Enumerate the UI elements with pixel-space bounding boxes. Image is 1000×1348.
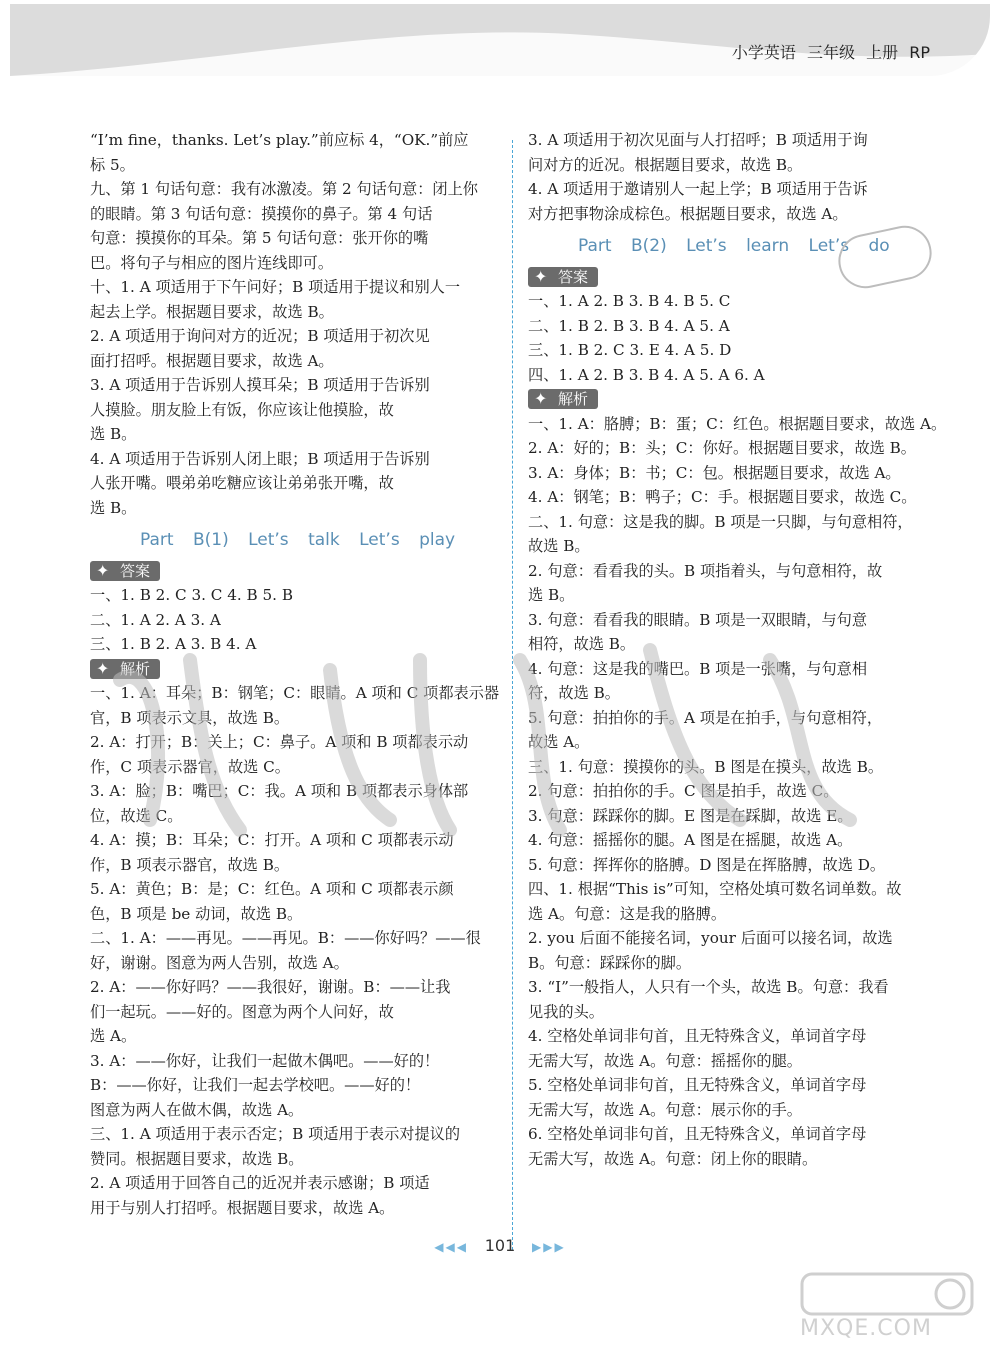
text-line: 选 A。句意：这是我的胳膊。 [528,904,727,923]
text-line: 4. 句意：摇摇你的腿。A 图是在摇腿，故选 A。 [528,831,853,849]
header-grade: 三年级 [807,43,856,62]
analysis-tag [528,389,598,409]
text-line: B。句意：踩踩你的脚。 [528,953,692,972]
text-line: 见我的头。 [528,1002,604,1021]
text-line: “I’m fine，thanks. Let’s play.”前应标 4，“OK.”前应 [90,131,469,149]
text-line: 4. 空格处单词非句首，且无特殊含义，单词首字母 [528,1027,867,1045]
text-line: 3. 句意：看看我的眼睛。B 项是一双眼睛，与句意 [528,610,868,629]
text-line: 十、1. A 项适用于下午问好；B 项适用于提议和别人一 [90,278,461,296]
text-line: 3. A：身体；B：书；C：包。根据题目要求，故选 A。 [528,463,901,482]
text-line: 起去上学。根据题目要求，故选 B。 [90,302,334,321]
text-line: 3. “I”一般指人，人只有一个头，故选 B。句意：我看 [528,978,889,996]
text-line: 无需大写，故选 A。句意：摇摇你的腿。 [528,1051,802,1070]
text-line: 作，B 项表示器官，故选 B。 [90,855,290,874]
text-line: 2. 句意：拍拍你的手。C 图是拍手，故选 C。 [528,782,839,800]
brush-watermark [90,620,910,850]
text-line: 5. 空格处单词非句首，且无特殊含义，单词首字母 [528,1076,867,1094]
star-icon: ✦ [534,266,548,286]
text-line: 对方把事物涂成棕色。根据题目要求，故选 A。 [528,204,848,223]
text-line: 用于与别人打招呼。根据题目要求，故选 A。 [90,1198,395,1217]
page-footer [0,1236,1000,1255]
right-lines-a [528,128,943,226]
text-line: 好，谢谢。图意为两人告别，故选 A。 [90,953,349,972]
text-line: 相符，故选 B。 [528,635,636,653]
text-line: 二、1. A：——再见。——再见。B：——你好吗？——很 [90,929,481,947]
star-icon: ✦ [534,389,548,408]
answer-line: 二、1. A 2. A 3. A [90,610,221,629]
text-line: 标 5。 [90,155,135,174]
site-logo-text: MXQE.COM [800,1316,932,1341]
text-line: 选 A。 [90,1027,137,1045]
text-line: 们一起玩。——好的。图意为两个人问好，故 [90,1002,394,1021]
analysis-tag-label: 解析 [120,659,151,678]
text-line: 的眼睛。第 3 句话句意：摸摸你的鼻子。第 4 句话 [90,204,433,223]
answer-line: 二、1. B 2. B 3. B 4. A 5. A [528,316,730,335]
text-line: 5. 句意：拍拍你的手。A 项是在拍手，与句意相符， [528,708,883,727]
text-line: 故选 A。 [528,733,590,751]
text-line: 故选 B。 [528,537,590,555]
text-line: 二、1. 句意：这是我的脚。B 项是一只脚，与句意相符， [528,512,913,531]
text-line: 问对方的近况。根据题目要求，故选 B。 [528,155,803,174]
answer-tag-label: 答案 [120,561,151,580]
text-line: 位，故选 C。 [90,806,183,825]
text-line: 2. A：打开；B：关上；C：鼻子。A 项和 B 项都表示动 [90,733,469,751]
text-line: 2. you 后面不能接名词，your 后面可以接名词，故选 [528,929,893,947]
text-line: 三、1. A 项适用于表示否定；B 项适用于表示对提议的 [90,1125,461,1143]
text-line: 3. A：脸；B：嘴巴；C：我。A 项和 B 项都表示身体部 [90,782,469,800]
text-line: B：——你好，让我们一起去学校吧。——好的！ [90,1076,421,1094]
text-line: 选 B。 [90,425,137,443]
star-icon: ✦ [96,560,110,580]
text-line: 4. A 项适用于告诉别人闭上眼；B 项适用于告诉别 [90,449,430,468]
text-line: 5. 句意：挥挥你的胳膊。D 图是在挥胳膊，故选 D。 [528,855,886,874]
text-line: 4. A：钢笔；B：鸭子；C：手。根据题目要求，故选 C。 [528,488,917,506]
text-line: 赞同。根据题目要求，故选 B。 [90,1149,304,1168]
next-arrows-icon: ▶▶▶ [532,1240,566,1254]
text-line: 2. A：好的；B：头；C：你好。根据题目要求，故选 B。 [528,439,916,457]
header-subject: 小学英语 [731,43,796,62]
text-line: 面打招呼。根据题目要求，故选 A。 [90,351,334,370]
text-line: 3. A 项适用于告诉别人摸耳朵；B 项适用于告诉别 [90,376,430,394]
answer-tag [90,561,160,581]
answer-tag [528,267,598,287]
answer-line: 四、1. A 2. B 3. B 4. A 5. A 6. A [528,365,765,384]
text-line: 6. 空格处单词非句首，且无特殊含义，单词首字母 [528,1125,867,1143]
text-line: 一、1. A：耳朵；B：钢笔；C：眼睛。A 项和 C 项都表示器 [90,684,500,702]
text-line: 3. A 项适用于初次见面与人打招呼；B 项适用于询 [528,131,868,149]
analysis-tag-label: 解析 [558,390,589,408]
header-edition: RP [909,43,930,62]
text-line: 4. A 项适用于邀请别人一起上学；B 项适用于告诉 [528,180,868,198]
text-line: 2. 句意：看看我的头。B 项指着头，与句意相符，故 [528,561,883,580]
text-line: 5. A：黄色；B：是；C：红色。A 项和 C 项都表示颜 [90,880,454,898]
text-line: 九、第 1 句话句意：我有冰激凌。第 2 句话句意：闭上你 [90,180,478,198]
text-line: 三、1. 句意：摸摸你的头。B 图是在摸头，故选 B。 [528,757,884,776]
answer-tag-label: 答案 [558,267,589,286]
part-title-b1: Part B(1) Let’s talk Let’s play [140,530,456,550]
text-line: 作，C 项表示器官，故选 C。 [90,757,290,776]
text-line: 人摸脸。朋友脸上有饭，你应该让他摸脸，故 [90,400,394,419]
header-info [732,40,930,63]
text-line: 4. A：摸；B：耳朵；C：打开。A 项和 C 项都表示动 [90,831,454,849]
text-line: 2. A 项适用于回答自己的近况并表示感谢；B 项适 [90,1174,430,1192]
text-line: 3. A：——你好，让我们一起做木偶吧。——好的！ [90,1051,440,1070]
answer-line: 三、1. B 2. A 3. B 4. A [90,635,257,653]
right-answers [528,289,943,387]
text-line: 无需大写，故选 A。句意：闭上你的眼睛。 [528,1149,818,1168]
text-line: 3. 句意：踩踩你的脚。E 图是在踩脚，故选 E。 [528,806,853,825]
answer-line: 一、1. A 2. B 3. B 4. B 5. C [528,292,731,310]
text-line: 2. A 项适用于询问对方的近况；B 项适用于初次见 [90,327,430,345]
text-line: 句意：摸摸你的耳朵。第 5 句话句意：张开你的嘴 [90,229,429,247]
part-title-b2: Part B(2) Let’s learn Let’s do [578,236,890,256]
previous-arrows-icon: ◀◀◀ [434,1240,468,1254]
text-line: 四、1. 根据“This is”可知，空格处填可数名词单数。故 [528,880,902,898]
text-line: 人张开嘴。喂弟弟吃糖应该让弟弟张开嘴，故 [90,474,394,492]
left-lines-a [90,128,505,520]
text-line: 巴。将句子与相应的图片连线即可。 [90,253,333,272]
text-line: 色，B 项是 be 动词，故选 B。 [90,904,303,923]
text-line: 官，B 项表示文具，故选 B。 [90,708,290,727]
site-logo-icon [800,1268,980,1318]
text-line: 2. A：——你好吗？——我很好，谢谢。B：——让我 [90,978,451,996]
page-number: 101 [484,1236,516,1255]
answer-line: 一、1. B 2. C 3. C 4. B 5. B [90,586,293,604]
header-volume: 上册 [866,43,899,62]
answer-line: 三、1. B 2. C 3. E 4. A 5. D [528,341,732,359]
text-line: 4. 句意：这是我的嘴巴。B 项是一张嘴，与句意相 [528,659,868,678]
star-icon: ✦ [96,658,110,678]
text-line: 一、1. A：胳膊；B：蛋；C：红色。根据题目要求，故选 A。 [528,414,947,433]
text-line: 选 B。 [528,586,575,604]
text-line: 无需大写，故选 A。句意：展示你的手。 [528,1100,802,1119]
text-line: 选 B。 [90,498,137,517]
text-line: 符，故选 B。 [528,684,620,702]
text-line: 图意为两人在做木偶，故选 A。 [90,1100,304,1119]
